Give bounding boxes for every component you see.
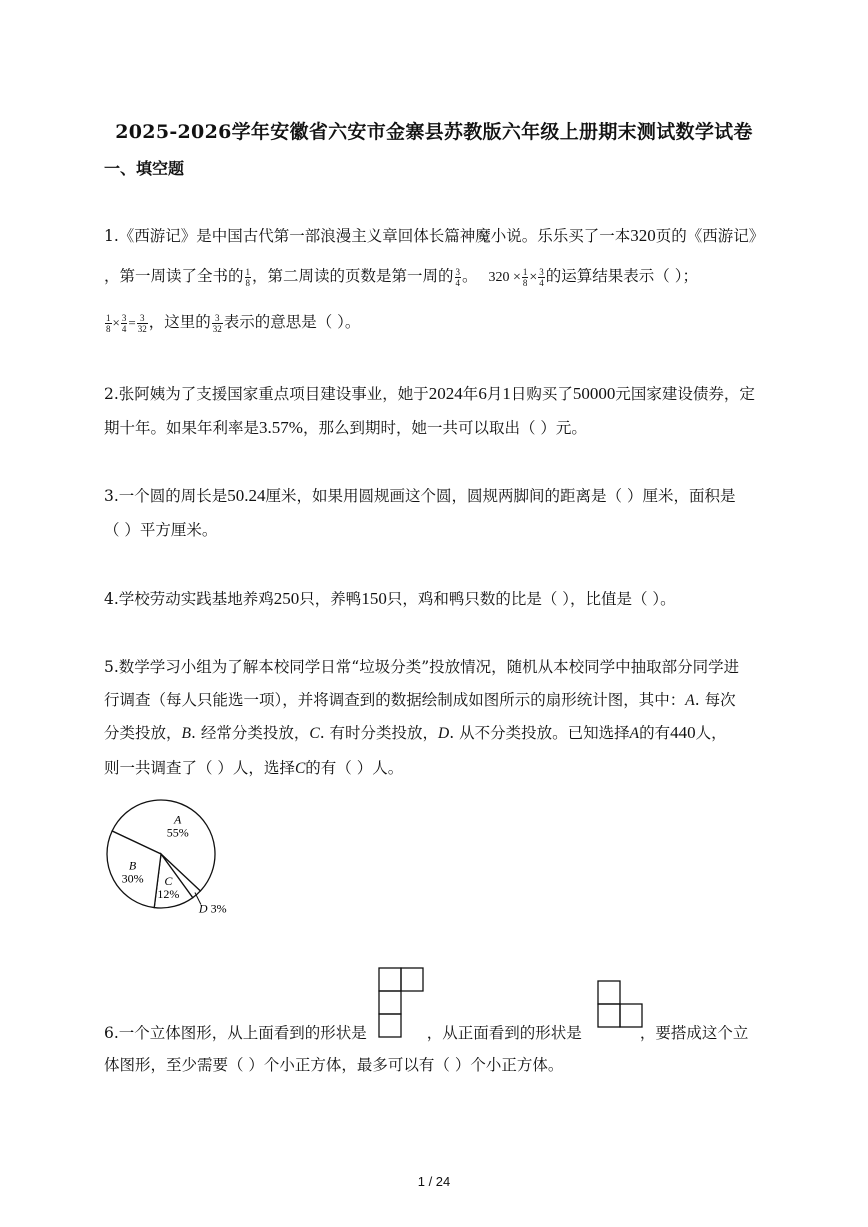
q4-line-1: 4.学校劳动实践基地养鸡250只，养鸭150只，鸡和鸭只数的比是（ ），比值是（ ）。 <box>104 589 676 608</box>
pie-label-C: C <box>164 873 173 888</box>
pie-label-D: D 3% <box>198 901 227 916</box>
product-fraction-3-32: $\frac{3}{32}$ <box>137 312 147 334</box>
paper-title: 2025-2026学年安徽省六安市金寨县苏教版六年级上册期末测试数学试卷 <box>115 121 753 143</box>
expr-fraction-3-4: $\frac{3}{4}$ <box>539 266 544 288</box>
q1-line-2: ，第一周读了全书的 $\frac{1}{8}$ ，第二周读的页数是第一周的 $\frac{3}{4}$ 。 320 × $\frac{1}{8}$ × $\frac{3}{4}$ 的运算结果表示（ ）； <box>104 266 698 288</box>
pie-label-A: A <box>174 812 182 827</box>
pie-chart <box>100 792 250 920</box>
q1-line-3: $\frac{1}{8}$ × $\frac{3}{4}$ = $\frac{3}{32}$ ，这里的 $\frac{3}{32}$ 表示的意思是（ ）。 <box>106 312 361 334</box>
page-number: 1 / 24 <box>417 1174 451 1189</box>
section-heading: 一、填空题 <box>104 159 185 178</box>
pie-value-C: 12% <box>157 886 180 901</box>
pie-label-B: B <box>128 858 137 873</box>
q5-line-2: 行调查（每人只能选一项），并将调查到的数据绘制成如图所示的扇形统计图，其中：A. 每次 <box>104 691 736 709</box>
product-fraction-3-4: $\frac{3}{4}$ <box>121 312 127 334</box>
top-view-figure <box>378 967 426 1039</box>
q3-line-2: （ ）平方厘米。 <box>104 521 218 539</box>
expr-fraction-1-8: $\frac{1}{8}$ <box>522 266 528 288</box>
meaning-fraction-3-32: $\frac{3}{32}$ <box>212 312 222 334</box>
q2-line-2: 期十年。如果年利率是3.57%，那么到期时，她一共可以取出（ ）元。 <box>104 418 587 437</box>
q1-line-1: 1.《西游记》是中国古代第一部浪漫主义章回体长篇神魔小说。乐乐买了一本320页的《西游记》 <box>104 226 765 245</box>
q2-line-1: 2.张阿姨为了支援国家重点项目建设事业，她于2024年6月1日购买了50000元国家建设债券，定 <box>104 384 755 403</box>
front-view-figure <box>597 980 645 1028</box>
product-fraction-1-8: $\frac{1}{8}$ <box>106 312 111 334</box>
q6-line-1: 6.一个立体图形，从上面看到的形状是 ，从正面看到的形状是 ，要搭成这个立 <box>104 1024 749 1042</box>
fraction-1-8: $\frac{1}{8}$ <box>245 266 251 288</box>
pie-value-B: 30% <box>121 871 144 886</box>
q3-line-1: 3.一个圆的周长是50.24厘米，如果用圆规画这个圆，圆规两脚间的距离是（ ）厘米，面积是 <box>104 486 736 505</box>
q5-line-4: 则一共调查了（ ）人，选择C的有（ ）人。 <box>104 759 404 777</box>
pie-value-A: 55% <box>166 825 189 840</box>
q5-line-1: 5.数学学习小组为了解本校同学日常“垃圾分类”投放情况，随机从本校同学中抽取部分同学进 <box>104 658 740 676</box>
q6-line-2: 体图形，至少需要（ ）个小正方体，最多可以有（ ）个小正方体。 <box>104 1056 564 1074</box>
q5-line-3: 分类投放，B. 经常分类投放，C. 有时分类投放，D. 从不分类投放。已知选择A的有440人， <box>104 723 727 742</box>
fraction-3-4: $\frac{3}{4}$ <box>455 266 461 288</box>
